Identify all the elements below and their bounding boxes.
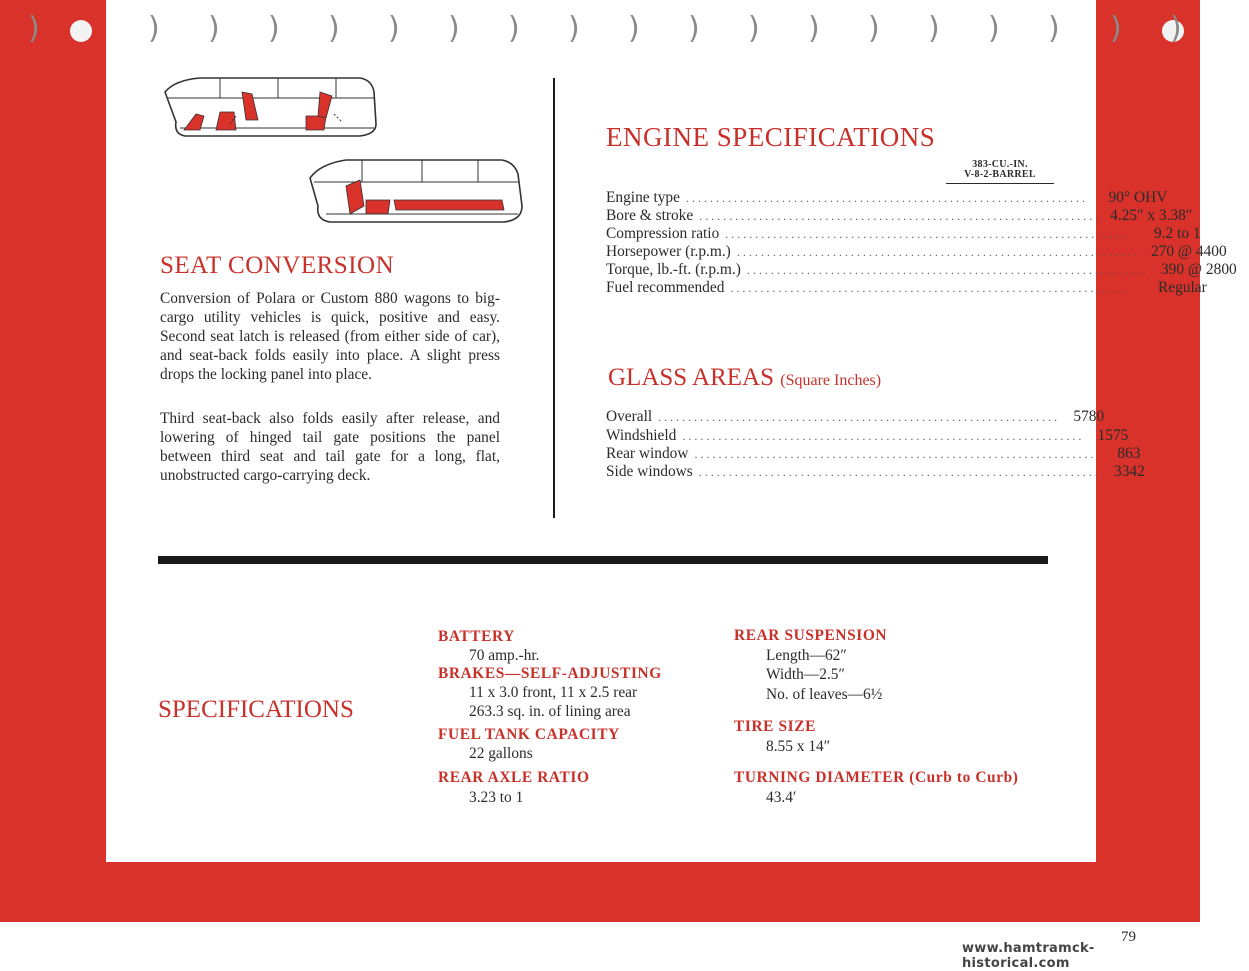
engine-spec-value: Regular bbox=[1158, 279, 1207, 296]
engine-spec-row bbox=[606, 243, 1227, 261]
page-number: 79 bbox=[1121, 929, 1136, 945]
rear-suspension-width: Width—2.5″ bbox=[766, 666, 845, 683]
glass-areas-title bbox=[608, 364, 881, 392]
battery-value: 70 amp.-hr. bbox=[469, 647, 540, 664]
seat-conversion-title: SEAT CONVERSION bbox=[160, 252, 395, 279]
glass-areas-subtitle: (Square Inches) bbox=[780, 372, 882, 389]
glass-area-row bbox=[606, 408, 1105, 426]
turning-diameter-heading: TURNING DIAMETER (Curb to Curb) bbox=[734, 769, 1019, 786]
engine-spec-label: Compression ratio bbox=[606, 225, 720, 242]
tire-size-heading: TIRE SIZE bbox=[734, 718, 816, 735]
engine-spec-value: 390 @ 2800 bbox=[1160, 261, 1237, 278]
watermark: www.hamtramck-historical.com bbox=[962, 941, 1095, 971]
spiral-binding: ) ) ) ) ) ) ) ) ) ) ) ) ) ) ) ) ) ) ) bbox=[28, 11, 1182, 46]
rear-suspension-leaves: No. of leaves—6½ bbox=[766, 686, 883, 703]
fuel-tank-value: 22 gallons bbox=[469, 745, 533, 762]
glass-area-label: Side windows bbox=[606, 463, 693, 480]
brakes-value-line2: 263.3 sq. in. of lining area bbox=[469, 703, 631, 720]
engine-spec-row bbox=[606, 189, 1168, 207]
dot-leader: ................................................................... bbox=[682, 429, 1085, 443]
engine-column-header bbox=[946, 160, 1054, 184]
engine-spec-label: Torque, lb.-ft. (r.p.m.) bbox=[606, 261, 741, 278]
brakes-value-line1: 11 x 3.0 front, 11 x 2.5 rear bbox=[469, 684, 638, 701]
engine-spec-value: 4.25″ x 3.38″ bbox=[1110, 207, 1193, 224]
rear-axle-heading: REAR AXLE RATIO bbox=[438, 769, 590, 786]
rear-suspension-heading: REAR SUSPENSION bbox=[734, 627, 888, 644]
battery-heading: BATTERY bbox=[438, 628, 515, 645]
glass-area-row bbox=[606, 463, 1145, 481]
engine-spec-value: 270 @ 4400 bbox=[1150, 243, 1227, 260]
glass-area-label: Windshield bbox=[606, 427, 677, 444]
tire-size-value: 8.55 x 14″ bbox=[766, 738, 831, 755]
dot-leader: ................................................................... bbox=[725, 227, 1128, 241]
wagon-seats-folded-illustration bbox=[306, 156, 532, 234]
engine-column-header-line2: V-8-2-BARREL bbox=[964, 169, 1036, 180]
engine-spec-label: Horsepower (r.p.m.) bbox=[606, 243, 731, 260]
engine-spec-value: 90° OHV bbox=[1108, 189, 1168, 206]
dot-leader: ................................................................... bbox=[746, 263, 1149, 277]
dot-leader: ................................................................... bbox=[698, 465, 1101, 479]
dot-leader: ................................................................... bbox=[658, 410, 1061, 424]
glass-areas-title-text: GLASS AREAS bbox=[608, 364, 775, 391]
glass-area-row bbox=[606, 445, 1141, 463]
dot-leader: ................................................................... bbox=[699, 209, 1102, 223]
seat-conversion-paragraph-1: Conversion of Polara or Custom 880 wagons to big-cargo utility vehicles is quick, positive and easy. Second seat latch is released (from either side of car), and seat-back folds easily into place. A slight press drops the locking panel into place. bbox=[160, 290, 500, 383]
fuel-tank-heading: FUEL TANK CAPACITY bbox=[438, 726, 620, 743]
red-frame-bottom bbox=[0, 862, 1200, 922]
glass-area-label: Overall bbox=[606, 408, 653, 425]
specifications-title: SPECIFICATIONS bbox=[158, 696, 354, 723]
rear-suspension-length: Length—62″ bbox=[766, 647, 847, 664]
engine-spec-row bbox=[606, 279, 1207, 297]
red-frame-left bbox=[0, 0, 106, 922]
dot-leader: ................................................................... bbox=[694, 447, 1097, 461]
engine-spec-value: 9.2 to 1 bbox=[1153, 225, 1201, 242]
glass-area-row bbox=[606, 427, 1129, 445]
glass-area-value: 3342 bbox=[1114, 463, 1145, 480]
engine-spec-label: Bore & stroke bbox=[606, 207, 694, 224]
dot-leader: ................................................................... bbox=[730, 281, 1133, 295]
engine-spec-label: Engine type bbox=[606, 189, 680, 206]
glass-area-label: Rear window bbox=[606, 445, 689, 462]
glass-area-value: 1575 bbox=[1097, 427, 1129, 444]
engine-specifications-title: ENGINE SPECIFICATIONS bbox=[606, 122, 936, 152]
rear-axle-value: 3.23 to 1 bbox=[469, 789, 524, 806]
seat-conversion-paragraph-2: Third seat-back also folds easily after release, and lowering of hinged tail gate positions the panel between third seat and tail gate for a long, flat, unobstructed cargo-carrying deck. bbox=[160, 410, 500, 484]
horizontal-divider bbox=[158, 556, 1048, 564]
turning-diameter-value: 43.4′ bbox=[766, 789, 797, 806]
engine-spec-row bbox=[606, 207, 1193, 225]
dot-leader: ................................................................... bbox=[685, 191, 1088, 205]
engine-column-header-line1: 383-CU.-IN. bbox=[972, 159, 1028, 170]
engine-spec-row bbox=[606, 225, 1201, 243]
engine-spec-row bbox=[606, 261, 1237, 279]
wagon-seats-upright-illustration bbox=[160, 72, 390, 152]
glass-area-value: 863 bbox=[1117, 445, 1141, 462]
vertical-divider bbox=[553, 78, 555, 518]
dot-leader: ................................................................... bbox=[736, 245, 1139, 259]
glass-area-value: 5780 bbox=[1073, 408, 1105, 425]
engine-spec-label: Fuel recommended bbox=[606, 279, 725, 296]
brakes-heading: BRAKES—SELF-ADJUSTING bbox=[438, 665, 662, 682]
